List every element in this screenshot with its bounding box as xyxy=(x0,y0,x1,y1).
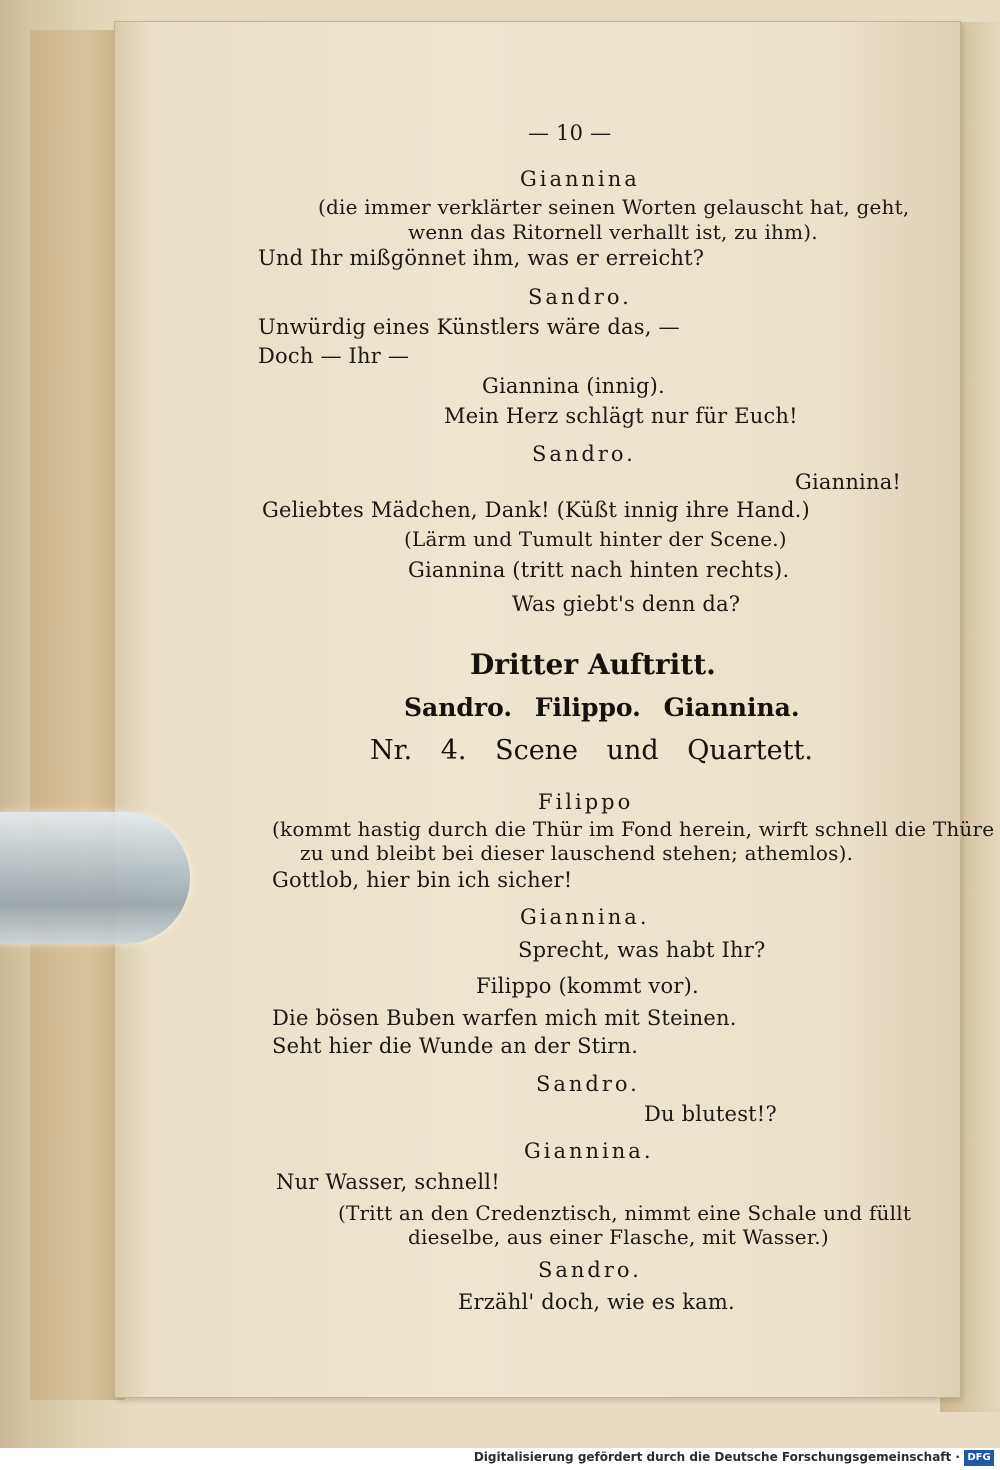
speaker-name: Sandro. xyxy=(536,1072,640,1096)
speaker-name: Giannina (tritt nach hinten rechts). xyxy=(408,558,790,582)
stage-direction: zu und bleibt bei dieser lauschend stehen; athemlos). xyxy=(300,841,854,865)
stage-direction: dieselbe, aus einer Flasche, mit Wasser.) xyxy=(408,1225,829,1249)
character-list: Sandro. Filippo. Giannina. xyxy=(404,693,800,722)
dialogue-line: Gottlob, hier bin ich sicher! xyxy=(272,868,573,892)
speaker-name: Giannina (innig). xyxy=(482,374,665,398)
stage-direction: wenn das Ritornell verhallt ist, zu ihm). xyxy=(408,220,818,244)
dialogue-line: Doch — Ihr — xyxy=(258,344,410,368)
speaker-name: Sandro. xyxy=(528,285,632,309)
dialogue-line: Und Ihr mißgönnet ihm, was er erreicht? xyxy=(258,246,705,270)
stage-direction: (Tritt an den Credenztisch, nimmt eine Schale und füllt xyxy=(338,1201,912,1225)
dialogue-line: Erzähl' doch, wie es kam. xyxy=(458,1290,735,1314)
speaker-name: Filippo xyxy=(538,790,634,814)
scene-heading: Dritter Auftritt. xyxy=(470,648,716,681)
dfg-logo: DFG xyxy=(964,1450,994,1466)
speaker-name: Giannina. xyxy=(520,905,650,929)
dialogue-line: Nur Wasser, schnell! xyxy=(276,1170,500,1194)
dialogue-line: Die bösen Buben warfen mich mit Steinen. xyxy=(272,1006,737,1030)
speaker-name: Sandro. xyxy=(532,442,636,466)
dialogue-line: Mein Herz schlägt nur für Euch! xyxy=(444,404,798,428)
speaker-name: Sandro. xyxy=(538,1258,642,1282)
stage-direction: (kommt hastig durch die Thür im Fond herein, wirft schnell die Thüre xyxy=(272,817,995,841)
stage-direction: (Lärm und Tumult hinter der Scene.) xyxy=(404,527,787,551)
dialogue-line: Du blutest!? xyxy=(644,1102,777,1126)
dialogue-line: Was giebt's denn da? xyxy=(512,592,741,616)
speaker-name: Giannina. xyxy=(524,1139,654,1163)
page-stack-edge xyxy=(30,30,125,1400)
dialogue-line: Sprecht, was habt Ihr? xyxy=(518,938,766,962)
speaker-name: Filippo (kommt vor). xyxy=(476,974,699,998)
stage-direction: (die immer verklärter seinen Worten gelauscht hat, geht, xyxy=(318,195,910,219)
funding-credit: Digitalisierung gefördert durch die Deutsche Forschungsgemeinschaft · xyxy=(473,1450,960,1464)
dialogue-line: Seht hier die Wunde an der Stirn. xyxy=(272,1034,639,1058)
page-number: — 10 — xyxy=(528,121,612,145)
dialogue-line: Geliebtes Mädchen, Dank! (Küßt innig ihre Hand.) xyxy=(262,498,810,522)
page-clip-glare xyxy=(0,812,190,944)
dialogue-line: Unwürdig eines Künstlers wäre das, — xyxy=(258,315,680,339)
dialogue-line: Giannina! xyxy=(795,470,902,494)
speaker-name: Giannina xyxy=(520,167,640,191)
number-title: Nr. 4. Scene und Quartett. xyxy=(370,735,813,766)
